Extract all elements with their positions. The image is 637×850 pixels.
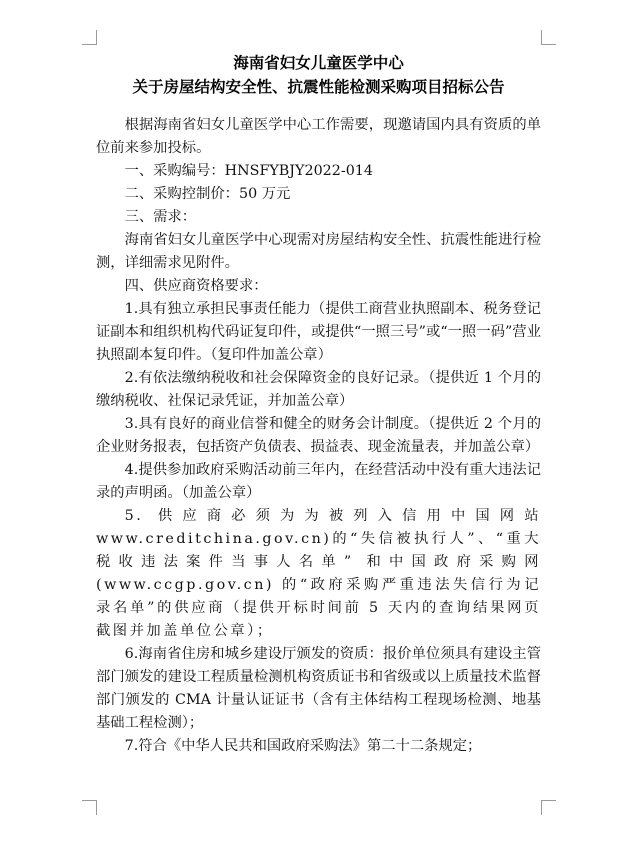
- crop-mark-bottom-left: [82, 800, 97, 815]
- intro-paragraph: 根据海南省妇女儿童医学中心工作需要，现邀请国内具有资质的单位前来参加投标。: [96, 117, 541, 156]
- qualification-item-3: 3.具有良好的商业信誉和健全的财务会计制度。（提供近 2 个月的企业财务报表，包括资产负债表、损益表、现金流量表，并加盖公章）: [96, 416, 541, 455]
- control-price: 二、采购控制价：50 万元: [124, 186, 291, 202]
- qualification-item-7: 7.符合《中华人民共和国政府采购法》第二十二条规定；: [124, 738, 482, 754]
- qualification-item-1: 1.具有独立承担民事责任能力（提供工商营业执照副本、税务登记证副本和组织机构代码证复印件，或提供“一照三号”或“一照一码”营业执照副本复印件。（复印件加盖公章）: [96, 301, 541, 363]
- crop-mark-top-left: [82, 30, 97, 45]
- qualification-item-6: 6.海南省住房和城乡建设厅颁发的资质：报价单位须具有建设主管部门颁发的建设工程质量检测机构资质证书和省级或以上质量技术监督部门颁发的 CMA 计量认证证书（含有主体结构工程现场检测、地基基础工程检测）；: [96, 646, 541, 731]
- qualification-heading: 四、供应商资格要求：: [124, 278, 268, 294]
- requirements-text: 海南省妇女儿童医学中心现需对房屋结构安全性、抗震性能进行检测，详细需求见附件。: [96, 232, 541, 271]
- crop-mark-top-right: [541, 30, 556, 45]
- qualification-item-5: 5. 供应商必须为为被列入信用中国网站 www.creditchina.gov.cn)的“失信被执行人”、“重大税收违法案件当事人名单” 和中国政府采购网(www.ccgp.gov.cn) 的“政府采购严重违法失信行为记录名单”的供应商（提供开标时间前 5 天内的查询结果网页截图并加盖单位公章）；: [96, 508, 541, 639]
- notice-title-line1: 海南省妇女儿童医学中心: [233, 54, 404, 72]
- crop-mark-bottom-right: [541, 800, 556, 815]
- procurement-number: 一、采购编号：HNSFYBJY2022-014: [124, 163, 373, 179]
- qualification-item-2: 2.有依法缴纳税收和社会保障资金的良好记录。（提供近 1 个月的缴纳税收、社保记录凭证，并加盖公章）: [96, 370, 541, 409]
- requirements-heading: 三、需求：: [124, 209, 197, 225]
- notice-title-line2: 关于房屋结构安全性、抗震性能检测采购项目招标公告: [132, 78, 505, 96]
- notice-body: [96, 114, 541, 758]
- qualification-item-4: 4.提供参加政府采购活动前三年内，在经营活动中没有重大违法记录的声明函。（加盖公章）: [96, 462, 541, 501]
